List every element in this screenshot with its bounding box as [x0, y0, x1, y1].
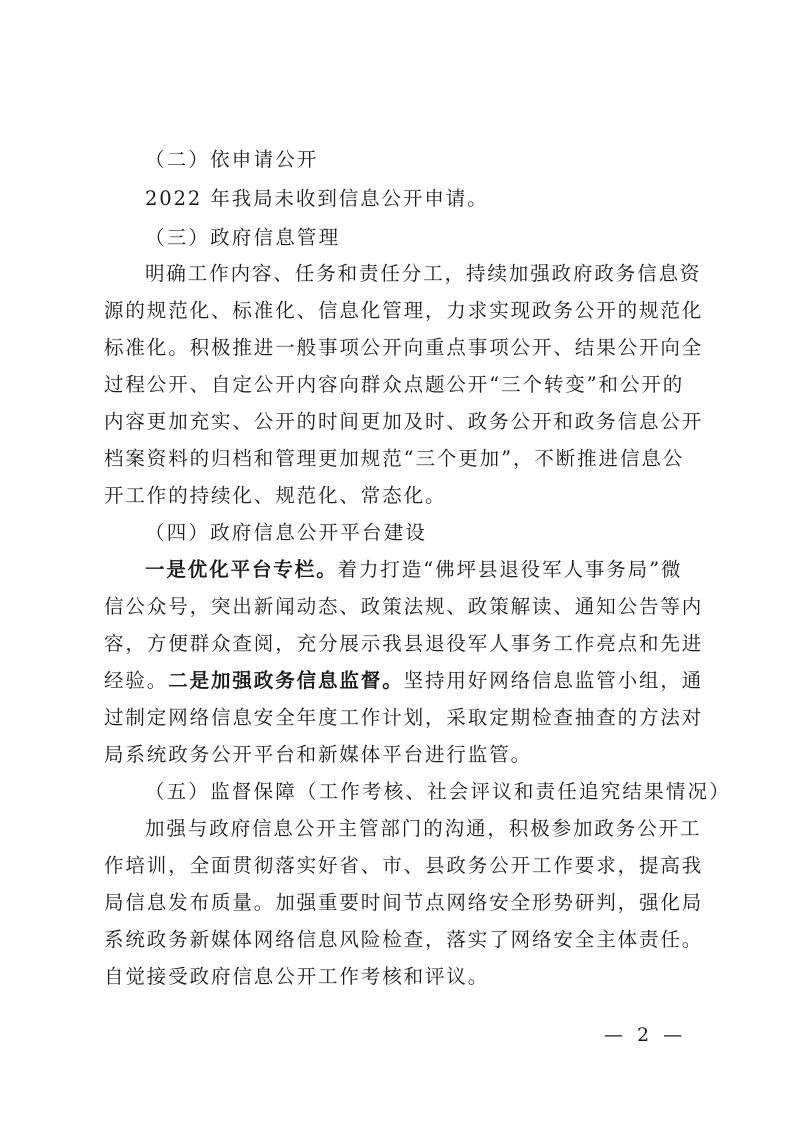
point-1-title: 一是优化平台专栏。: [145, 558, 338, 581]
paragraph-line: [104, 668, 704, 694]
section-3-heading: （三）政府信息管理: [145, 226, 341, 249]
section-5-heading: （五）监督保障（工作考核、社会评议和责任追究结果情况）: [145, 780, 731, 803]
paragraph-line: 局信息发布质量。加强重要时间节点网络安全形势研判，强化局: [104, 891, 704, 914]
section-2-body: 2022 年我局未收到信息公开申请。: [145, 187, 489, 210]
paragraph-line: 明确工作内容、任务和责任分工，持续加强政府政务信息资: [145, 262, 702, 285]
paragraph-line: 开工作的持续化、规范化、常态化。: [104, 484, 447, 507]
paragraph-line: 信公众号，突出新闻动态、政策法规、政策解读、通知公告等内: [104, 595, 704, 618]
paragraph-line: 自觉接受政府信息公开工作考核和评议。: [104, 965, 490, 988]
point-2-title: 二是加强政务信息监督。: [168, 669, 404, 692]
paragraph-line: 局系统政务公开平台和新媒体平台进行监管。: [104, 743, 533, 766]
paragraph-line: 容，方便群众查阅，充分展示我县退役军人事务工作亮点和先进: [104, 632, 704, 655]
point-1-text: 着力打造“佛坪县退役军人事务局”微: [337, 558, 683, 581]
paragraph-line: 过程公开、自定公开内容向群众点题公开“三个转变”和公开的: [104, 373, 685, 396]
section-4-heading: （四）政府信息公开平台建设: [145, 521, 428, 544]
point-1-text-end: 经验。: [104, 669, 169, 692]
paragraph-line: 作培训，全面贯彻落实好省、市、县政务公开工作要求，提高我: [104, 854, 704, 877]
paragraph-line: 标准化。积极推进一般事项公开向重点事项公开、结果公开向全: [104, 336, 704, 359]
paragraph-line: 源的规范化、标准化、信息化管理，力求实现政务公开的规范化: [104, 299, 704, 322]
paragraph-line: [145, 557, 696, 583]
paragraph-line: 档案资料的归档和管理更加规范“三个更加”，不断推进信息公: [104, 447, 685, 470]
paragraph-line: 内容更加充实、公开的时间更加及时、政务公开和政务信息公开: [104, 410, 704, 433]
paragraph-line: 加强与政府信息公开主管部门的沟通，积极参加政务公开工: [145, 817, 702, 840]
section-2-heading: （二）依申请公开: [145, 148, 319, 171]
page-number: — 2 —: [604, 1024, 687, 1046]
point-2-text: 坚持用好网络信息监管小组，通: [403, 669, 704, 692]
paragraph-line: 系统政务新媒体网络信息风险检查，落实了网络安全主体责任。: [104, 928, 704, 951]
paragraph-line: 过制定网络信息安全年度工作计划，采取定期检查抽查的方法对: [104, 706, 704, 729]
